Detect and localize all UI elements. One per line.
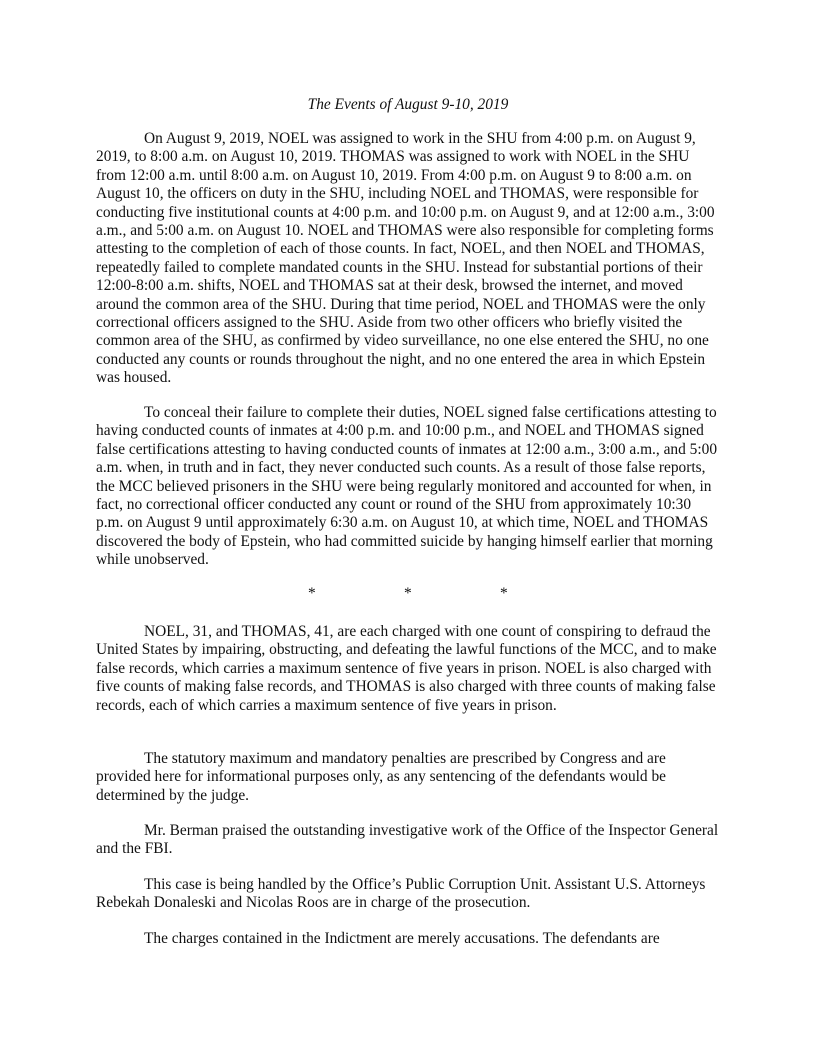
paragraph-prosecution: This case is being handled by the Office’s Public Corruption Unit. Assistant U.S. Attorneys Rebekah Donaleski and Nicolas Roos are in charge of the prosecution. bbox=[96, 876, 706, 912]
section-heading: The Events of August 9-10, 2019 bbox=[307, 96, 509, 113]
paragraph-events: On August 9, 2019, NOEL was assigned to work in the SHU from 4:00 p.m. on August 9, 2019, to 8:00 a.m. on August 10, 2019. THOMAS was assigned to work with NOEL in the SHU from 12:00 a.m. until 8:00 a.m. on August 10, 2019. From 4:00 p.m. on August 9 to 8:00 a.m. on August 10, the officers on duty in the SHU, including NOEL and THOMAS, were responsible for conducting five institutional counts at 4:00 p.m. and 10:00 p.m. on August 9, and at 12:00 a.m., 3:00 a.m., and 5:00 a.m. on August 10. NOEL and THOMAS were also responsible for completing forms attesting to the completion of each of those counts. In fact, NOEL, and then NOEL and THOMAS, repeatedly failed to complete mandated counts in the SHU. Instead for substantial portions of their 12:00-8:00 a.m. shifts, NOEL and THOMAS sat at their desk, browsed the internet, and moved around the common area of the SHU. During that time period, NOEL and THOMAS were the only correctional officers assigned to the SHU. Aside from two other officers who briefly visited the common area of the SHU, as confirmed by video surveillance, no one else entered the SHU, no one conducted any counts or rounds throughout the night, and no one entered the area in which Epstein was housed. bbox=[96, 130, 715, 387]
separator-star: * bbox=[500, 585, 508, 602]
separator-star: * bbox=[404, 585, 412, 602]
paragraph-praise: Mr. Berman praised the outstanding investigative work of the Office of the Inspector General and the FBI. bbox=[96, 822, 719, 858]
separator-star: * bbox=[308, 585, 316, 602]
paragraph-penalties: The statutory maximum and mandatory penalties are prescribed by Congress and are provided here for informational purposes only, as any sentencing of the defendants would be determined by the judge. bbox=[96, 750, 667, 804]
paragraph-charges: NOEL, 31, and THOMAS, 41, are each charged with one count of conspiring to defraud the United States by impairing, obstructing, and defeating the lawful functions of the MCC, and to make false records, which carries a maximum sentence of five years in prison. NOEL is also charged with five counts of making false records, and THOMAS is also charged with three counts of making false records, each of which carries a maximum sentence of five years in prison. bbox=[96, 623, 717, 714]
section-separator bbox=[96, 585, 720, 605]
paragraph-accusations: The charges contained in the Indictment are merely accusations. The defendants are bbox=[144, 930, 660, 947]
document-page bbox=[96, 0, 720, 1056]
paragraph-false-certifications: To conceal their failure to complete their duties, NOEL signed false certifications attesting to having conducted counts of inmates at 4:00 p.m. and 10:00 p.m., and NOEL and THOMAS signed false certifications attesting to having conducted counts of inmates at 12:00 a.m., 3:00 a.m., and 5:00 a.m. when, in truth and in fact, they never conducted such counts. As a result of those false reports, the MCC believed prisoners in the SHU were being regularly monitored and accounted for when, in fact, no correctional officer conducted any count or round of the SHU from approximately 10:30 p.m. on August 9 until approximately 6:30 a.m. on August 10, at which time, NOEL and THOMAS discovered the body of Epstein, who had committed suicide by hanging himself earlier that morning while unobserved. bbox=[96, 404, 718, 569]
